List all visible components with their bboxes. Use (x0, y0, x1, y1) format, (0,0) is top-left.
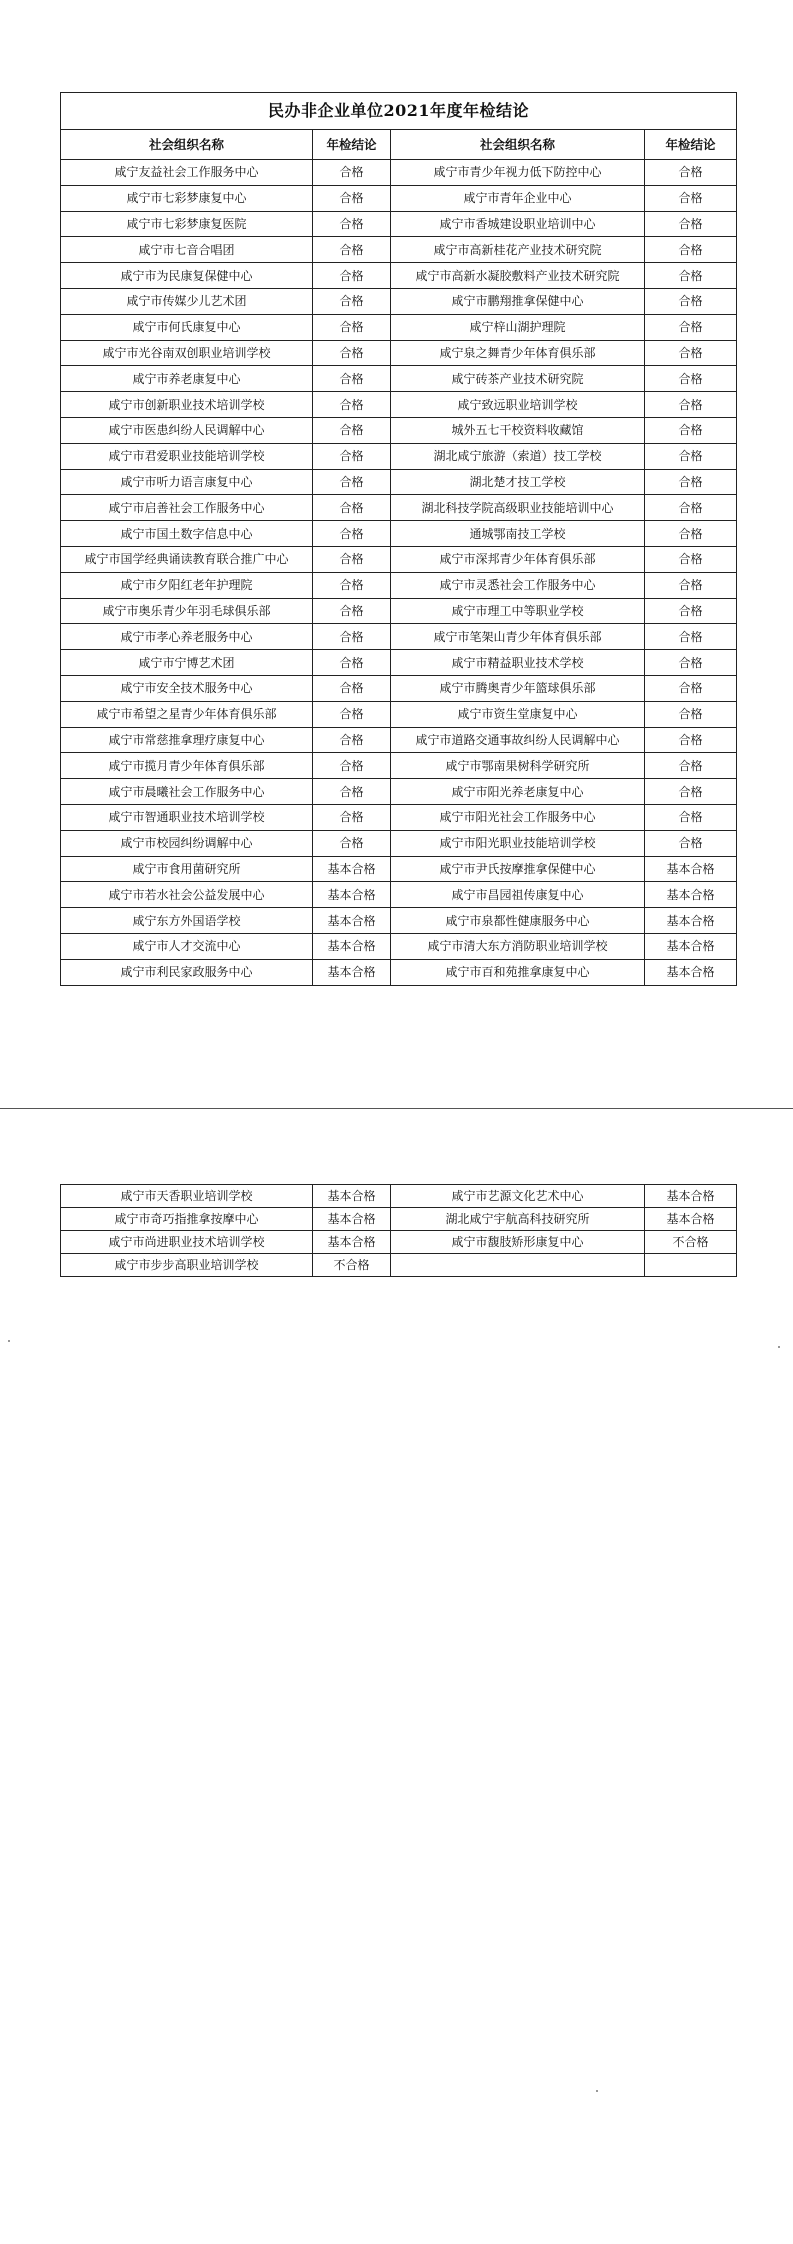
cell-org-name-right: 咸宁市泉都性健康服务中心 (391, 908, 645, 934)
cell-org-name-left: 咸宁市智通职业技术培训学校 (61, 804, 313, 830)
table-row (61, 340, 737, 366)
cell-org-name-left: 咸宁市国土数字信息中心 (61, 521, 313, 547)
cell-org-name-right: 咸宁市精益职业技术学校 (391, 650, 645, 676)
cell-org-name-right: 咸宁市阳光社会工作服务中心 (391, 804, 645, 830)
cell-result-right (645, 1254, 737, 1277)
table-row (61, 160, 737, 186)
cell-org-name-left: 咸宁市七彩梦康复医院 (61, 211, 313, 237)
cell-org-name-right: 咸宁砖茶产业技术研究院 (391, 366, 645, 392)
table-row (61, 624, 737, 650)
cell-result-left: 合格 (313, 495, 391, 521)
cell-result-left: 合格 (313, 160, 391, 186)
cell-result-right: 合格 (645, 727, 737, 753)
cell-result-right: 合格 (645, 598, 737, 624)
cell-result-right: 合格 (645, 572, 737, 598)
table-row (61, 211, 737, 237)
table-row (61, 701, 737, 727)
cell-result-left: 基本合格 (313, 1185, 391, 1208)
cell-result-left: 合格 (313, 675, 391, 701)
cell-org-name-left: 咸宁市食用菌研究所 (61, 856, 313, 882)
cell-result-right: 合格 (645, 160, 737, 186)
table-row (61, 288, 737, 314)
cell-org-name-left: 咸宁市孝心养老服务中心 (61, 624, 313, 650)
table-row (61, 856, 737, 882)
cell-result-right: 合格 (645, 546, 737, 572)
table-row (61, 469, 737, 495)
cell-result-right: 合格 (645, 753, 737, 779)
cell-result-right: 合格 (645, 521, 737, 547)
table-row (61, 727, 737, 753)
cell-result-left: 合格 (313, 779, 391, 805)
table-row (61, 753, 737, 779)
cell-result-left: 基本合格 (313, 933, 391, 959)
cell-org-name-right: 湖北咸宁宇航高科技研究所 (391, 1208, 645, 1231)
cell-result-left: 合格 (313, 237, 391, 263)
cell-org-name-left: 咸宁市为民康复保健中心 (61, 263, 313, 289)
cell-org-name-right: 湖北科技学院高级职业技能培训中心 (391, 495, 645, 521)
cell-result-right: 合格 (645, 340, 737, 366)
scan-speck (778, 1346, 780, 1348)
cell-result-right: 合格 (645, 675, 737, 701)
table-row (61, 1231, 737, 1254)
cell-org-name-left: 咸宁市尚进职业技术培训学校 (61, 1231, 313, 1254)
table-row (61, 263, 737, 289)
cell-org-name-right: 咸宁市灵悉社会工作服务中心 (391, 572, 645, 598)
cell-org-name-right: 咸宁市阳光养老康复中心 (391, 779, 645, 805)
cell-result-left: 合格 (313, 830, 391, 856)
cell-result-right: 合格 (645, 417, 737, 443)
cell-result-right: 合格 (645, 830, 737, 856)
cell-result-left: 基本合格 (313, 1231, 391, 1254)
table-row (61, 392, 737, 418)
cell-result-left: 合格 (313, 701, 391, 727)
cell-org-name-left: 咸宁市宁博艺术团 (61, 650, 313, 676)
table-row (61, 1254, 737, 1277)
cell-result-left: 基本合格 (313, 959, 391, 985)
cell-result-left: 不合格 (313, 1254, 391, 1277)
cell-result-right: 基本合格 (645, 1185, 737, 1208)
table-row (61, 495, 737, 521)
col-header-result-left: 年检结论 (313, 130, 391, 160)
cell-result-left: 合格 (313, 804, 391, 830)
table-row (61, 546, 737, 572)
cell-result-right: 合格 (645, 701, 737, 727)
scan-speck (596, 2090, 598, 2092)
cell-org-name-right: 咸宁市青少年视力低下防控中心 (391, 160, 645, 186)
cell-org-name-left: 咸宁市七音合唱团 (61, 237, 313, 263)
cell-org-name-left: 咸宁市传媒少儿艺术团 (61, 288, 313, 314)
cell-org-name-left: 咸宁市奥乐青少年羽毛球俱乐部 (61, 598, 313, 624)
cell-org-name-left: 咸宁市常慈推拿理疗康复中心 (61, 727, 313, 753)
table-row (61, 417, 737, 443)
cell-result-right: 基本合格 (645, 959, 737, 985)
cell-org-name-left: 咸宁市步步高职业培训学校 (61, 1254, 313, 1277)
cell-result-right: 合格 (645, 288, 737, 314)
cell-org-name-left: 咸宁东方外国语学校 (61, 908, 313, 934)
table-row (61, 779, 737, 805)
cell-result-left: 合格 (313, 443, 391, 469)
cell-org-name-left: 咸宁市启善社会工作服务中心 (61, 495, 313, 521)
cell-result-left: 合格 (313, 753, 391, 779)
cell-org-name-left: 咸宁市听力语言康复中心 (61, 469, 313, 495)
cell-org-name-right: 咸宁市昌园祖传康复中心 (391, 882, 645, 908)
table-row (61, 572, 737, 598)
table-row (61, 933, 737, 959)
cell-org-name-right: 咸宁致远职业培训学校 (391, 392, 645, 418)
cell-org-name-right: 湖北咸宁旅游（索道）技工学校 (391, 443, 645, 469)
header-row (61, 130, 737, 160)
scan-speck (8, 1340, 10, 1342)
cell-org-name-left: 咸宁市晨曦社会工作服务中心 (61, 779, 313, 805)
cell-result-right: 基本合格 (645, 882, 737, 908)
cell-org-name-left: 咸宁市安全技术服务中心 (61, 675, 313, 701)
cell-org-name-left: 咸宁市若水社会公益发展中心 (61, 882, 313, 908)
table-row (61, 830, 737, 856)
cell-org-name-right: 咸宁市艺源文化艺术中心 (391, 1185, 645, 1208)
cell-result-left: 合格 (313, 263, 391, 289)
table-row (61, 675, 737, 701)
cell-org-name-left: 咸宁市利民家政服务中心 (61, 959, 313, 985)
cell-result-left: 合格 (313, 727, 391, 753)
cell-org-name-left: 咸宁市国学经典诵读教育联合推广中心 (61, 546, 313, 572)
table-row (61, 237, 737, 263)
table-row (61, 598, 737, 624)
cell-org-name-left: 咸宁市揽月青少年体育俱乐部 (61, 753, 313, 779)
cell-org-name-right (391, 1254, 645, 1277)
cell-org-name-left: 咸宁友益社会工作服务中心 (61, 160, 313, 186)
cell-org-name-left: 咸宁市夕阳红老年护理院 (61, 572, 313, 598)
col-header-org-name-left: 社会组织名称 (61, 130, 313, 160)
cell-org-name-left: 咸宁市人才交流中心 (61, 933, 313, 959)
cell-org-name-right: 咸宁市理工中等职业学校 (391, 598, 645, 624)
cell-org-name-left: 咸宁市校园纠纷调解中心 (61, 830, 313, 856)
cell-result-right: 合格 (645, 650, 737, 676)
cell-result-right: 基本合格 (645, 933, 737, 959)
cell-result-left: 合格 (313, 598, 391, 624)
cell-org-name-right: 咸宁市百和苑推拿康复中心 (391, 959, 645, 985)
table-row (61, 366, 737, 392)
cell-org-name-right: 城外五七干校资料收藏馆 (391, 417, 645, 443)
cell-org-name-left: 咸宁市奇巧指推拿按摩中心 (61, 1208, 313, 1231)
cell-result-left: 合格 (313, 185, 391, 211)
cell-result-left: 合格 (313, 572, 391, 598)
cell-result-right: 合格 (645, 779, 737, 805)
cell-result-right: 合格 (645, 495, 737, 521)
table-row (61, 650, 737, 676)
cell-result-right: 合格 (645, 211, 737, 237)
cell-result-left: 基本合格 (313, 908, 391, 934)
cell-result-right: 基本合格 (645, 908, 737, 934)
table-title: 民办非企业单位2021年度年检结论 (61, 93, 737, 130)
cell-result-left: 合格 (313, 521, 391, 547)
cell-result-left: 合格 (313, 650, 391, 676)
cell-org-name-left: 咸宁市天香职业培训学校 (61, 1185, 313, 1208)
cell-org-name-left: 咸宁市养老康复中心 (61, 366, 313, 392)
table-row (61, 882, 737, 908)
cell-result-right: 不合格 (645, 1231, 737, 1254)
cell-result-left: 合格 (313, 288, 391, 314)
cell-org-name-right: 咸宁市笔架山青少年体育俱乐部 (391, 624, 645, 650)
cell-result-right: 合格 (645, 804, 737, 830)
table-row (61, 959, 737, 985)
cell-result-left: 合格 (313, 417, 391, 443)
cell-org-name-right: 咸宁市深邦青少年体育俱乐部 (391, 546, 645, 572)
cell-org-name-right: 咸宁市青年企业中心 (391, 185, 645, 211)
col-header-org-name-right: 社会组织名称 (391, 130, 645, 160)
cell-result-right: 基本合格 (645, 856, 737, 882)
cell-org-name-left: 咸宁市创新职业技术培训学校 (61, 392, 313, 418)
cell-result-left: 合格 (313, 366, 391, 392)
cell-org-name-right: 咸宁市高新水凝胶敷料产业技术研究院 (391, 263, 645, 289)
table-row (61, 908, 737, 934)
cell-result-left: 合格 (313, 469, 391, 495)
cell-org-name-right: 通城鄂南技工学校 (391, 521, 645, 547)
cell-org-name-right: 咸宁市道路交通事故纠纷人民调解中心 (391, 727, 645, 753)
cell-result-right: 基本合格 (645, 1208, 737, 1231)
cell-result-right: 合格 (645, 624, 737, 650)
cell-result-left: 合格 (313, 314, 391, 340)
cell-org-name-left: 咸宁市君爱职业技能培训学校 (61, 443, 313, 469)
cell-result-right: 合格 (645, 443, 737, 469)
cell-org-name-right: 咸宁市阳光职业技能培训学校 (391, 830, 645, 856)
annual-inspection-table-continued (60, 1184, 737, 1277)
cell-result-left: 基本合格 (313, 882, 391, 908)
cell-org-name-right: 咸宁市资生堂康复中心 (391, 701, 645, 727)
table-row (61, 1208, 737, 1231)
cell-org-name-right: 咸宁市高新桂花产业技术研究院 (391, 237, 645, 263)
cell-org-name-right: 咸宁梓山湖护理院 (391, 314, 645, 340)
cell-org-name-right: 咸宁市鹏翔推拿保健中心 (391, 288, 645, 314)
cell-org-name-right: 咸宁市清大东方消防职业培训学校 (391, 933, 645, 959)
annual-inspection-table (60, 92, 737, 986)
cell-result-left: 合格 (313, 392, 391, 418)
cell-result-right: 合格 (645, 185, 737, 211)
cell-org-name-right: 咸宁市腾奥青少年篮球俱乐部 (391, 675, 645, 701)
cell-org-name-left: 咸宁市七彩梦康复中心 (61, 185, 313, 211)
table-row (61, 804, 737, 830)
table-row (61, 521, 737, 547)
cell-result-left: 基本合格 (313, 856, 391, 882)
cell-org-name-right: 湖北楚才技工学校 (391, 469, 645, 495)
col-header-result-right: 年检结论 (645, 130, 737, 160)
cell-org-name-left: 咸宁市光谷南双创职业培训学校 (61, 340, 313, 366)
cell-result-right: 合格 (645, 237, 737, 263)
table-row (61, 1185, 737, 1208)
cell-result-right: 合格 (645, 469, 737, 495)
cell-result-right: 合格 (645, 314, 737, 340)
cell-result-left: 合格 (313, 211, 391, 237)
table-row (61, 314, 737, 340)
table-row (61, 443, 737, 469)
cell-result-right: 合格 (645, 366, 737, 392)
page-divider (0, 1108, 793, 1109)
cell-result-left: 合格 (313, 546, 391, 572)
cell-result-left: 基本合格 (313, 1208, 391, 1231)
cell-result-right: 合格 (645, 392, 737, 418)
cell-org-name-right: 咸宁市鄂南果树科学研究所 (391, 753, 645, 779)
cell-org-name-left: 咸宁市医患纠纷人民调解中心 (61, 417, 313, 443)
cell-result-left: 合格 (313, 340, 391, 366)
cell-result-left: 合格 (313, 624, 391, 650)
cell-org-name-left: 咸宁市希望之星青少年体育俱乐部 (61, 701, 313, 727)
cell-org-name-left: 咸宁市何氏康复中心 (61, 314, 313, 340)
cell-result-right: 合格 (645, 263, 737, 289)
table-row (61, 185, 737, 211)
cell-org-name-right: 咸宁市香城建设职业培训中心 (391, 211, 645, 237)
cell-org-name-right: 咸宁市馥肢矫形康复中心 (391, 1231, 645, 1254)
cell-org-name-right: 咸宁市尹氏按摩推拿保健中心 (391, 856, 645, 882)
cell-org-name-right: 咸宁泉之舞青少年体育俱乐部 (391, 340, 645, 366)
